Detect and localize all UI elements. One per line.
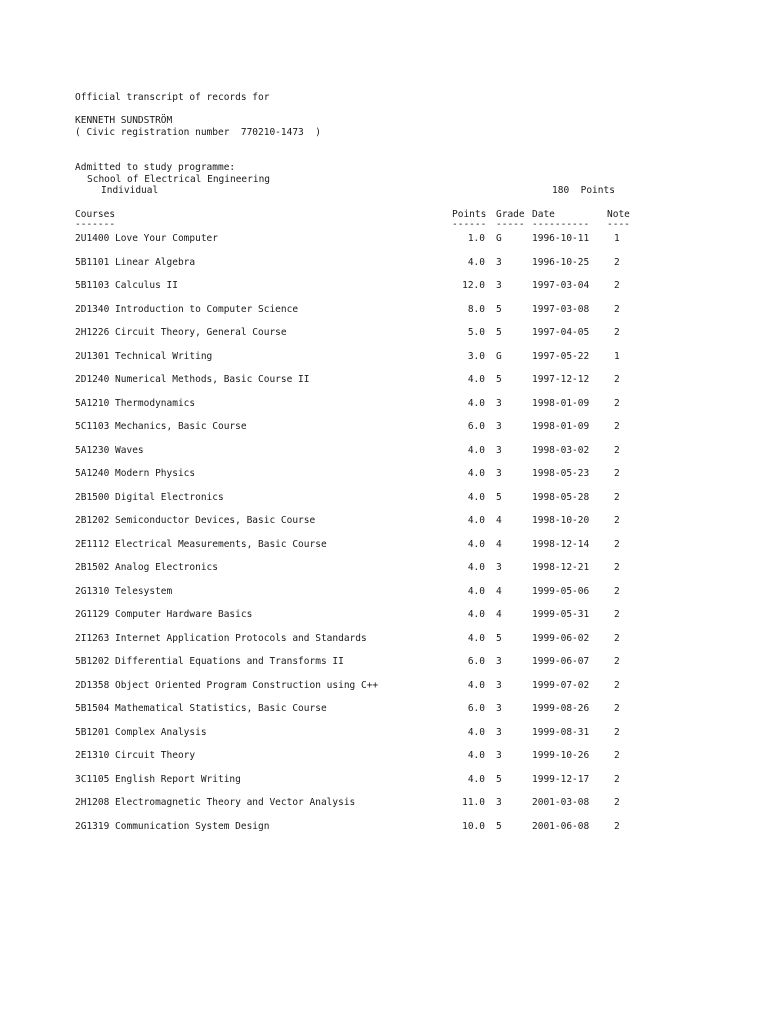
date-cell: 1999-05-31 — [532, 609, 590, 620]
points-cell: 4.0 — [467, 679, 485, 691]
points-cell: 11.0 — [462, 797, 485, 808]
points-cell: 4.0 — [467, 515, 485, 526]
note-cell: 2 — [614, 797, 620, 808]
course-cell: 5B1201 Complex Analysis — [75, 726, 207, 738]
table-row — [0, 821, 768, 833]
date-cell: 1996-10-25 — [532, 256, 590, 268]
points-cell: 6.0 — [467, 421, 485, 432]
header-date: Date — [532, 209, 555, 220]
table-row — [0, 374, 768, 386]
points-cell: 4.0 — [467, 562, 485, 573]
date-cell: 1998-12-14 — [532, 538, 590, 550]
table-row — [0, 586, 768, 598]
course-cell: 2U1400 Love Your Computer — [75, 233, 218, 244]
points-cell: 8.0 — [467, 303, 485, 315]
underline-courses: ------- — [75, 219, 116, 230]
table-row — [0, 750, 768, 762]
date-cell: 1999-05-06 — [532, 585, 590, 597]
points-cell: 10.0 — [462, 820, 485, 832]
table-row — [0, 398, 768, 410]
table-row — [0, 468, 768, 480]
programme-label: Admitted to study programme: — [75, 162, 236, 173]
note-cell: 2 — [614, 562, 620, 573]
note-cell: 2 — [614, 374, 620, 385]
programme-school: School of Electrical Engineering — [87, 174, 271, 185]
course-cell: 2D1240 Numerical Methods, Basic Course II — [75, 374, 310, 385]
grade-cell: 3 — [496, 679, 502, 691]
header-courses: Courses — [75, 209, 116, 220]
points-cell: 4.0 — [467, 585, 485, 597]
note-cell: 2 — [614, 750, 620, 761]
note-cell: 2 — [614, 280, 620, 291]
date-cell: 1997-12-12 — [532, 374, 590, 385]
points-cell: 4.0 — [467, 726, 485, 738]
table-row — [0, 727, 768, 739]
note-cell: 2 — [614, 515, 620, 526]
note-cell: 2 — [614, 726, 620, 738]
underline-points: ------ — [452, 219, 487, 230]
grade-cell: 3 — [496, 750, 502, 761]
table-row — [0, 562, 768, 574]
course-cell: 5B1202 Differential Equations and Transforms II — [75, 656, 344, 667]
header-grade: Grade — [496, 209, 525, 220]
note-cell: 2 — [614, 256, 620, 268]
date-cell: 1997-03-08 — [532, 303, 590, 315]
grade-cell: 4 — [496, 585, 502, 597]
points-cell: 6.0 — [467, 656, 485, 667]
course-cell: 2B1502 Analog Electronics — [75, 562, 218, 573]
points-cell: 4.0 — [467, 256, 485, 268]
date-cell: 1999-12-17 — [532, 773, 590, 785]
date-cell: 1997-04-05 — [532, 327, 590, 338]
grade-cell: 3 — [496, 421, 502, 432]
table-row — [0, 774, 768, 786]
note-cell: 2 — [614, 609, 620, 620]
grade-cell: 3 — [496, 468, 502, 479]
table-row — [0, 233, 768, 245]
grade-cell: 5 — [496, 491, 502, 503]
grade-cell: 4 — [496, 515, 502, 526]
table-row — [0, 539, 768, 551]
underline-grade: ----- — [496, 219, 525, 230]
date-cell: 1998-03-02 — [532, 444, 590, 456]
course-cell: 2H1208 Electromagnetic Theory and Vector Analysis — [75, 797, 356, 808]
points-cell: 4.0 — [467, 609, 485, 620]
grade-cell: 5 — [496, 773, 502, 785]
programme-track: Individual — [101, 185, 159, 196]
course-cell: 3C1105 English Report Writing — [75, 773, 241, 785]
course-cell: 2D1358 Object Oriented Program Construction using C++ — [75, 679, 379, 691]
date-cell: 1999-10-26 — [532, 750, 590, 761]
points-cell: 12.0 — [462, 280, 485, 291]
grade-cell: 3 — [496, 256, 502, 268]
grade-cell: 3 — [496, 656, 502, 667]
course-cell: 2D1340 Introduction to Computer Science — [75, 303, 299, 315]
date-cell: 1997-05-22 — [532, 350, 590, 362]
note-cell: 2 — [614, 538, 620, 550]
note-cell: 2 — [614, 468, 620, 479]
course-cell: 2I1263 Internet Application Protocols and Standards — [75, 632, 367, 644]
course-cell: 2U1301 Technical Writing — [75, 350, 213, 362]
grade-cell: 5 — [496, 632, 502, 644]
course-cell: 2G1319 Communication System Design — [75, 820, 270, 832]
course-cell: 5A1240 Modern Physics — [75, 468, 196, 479]
points-cell: 5.0 — [467, 327, 485, 338]
table-row — [0, 257, 768, 269]
table-row — [0, 633, 768, 645]
transcript-title: Official transcript of records for — [75, 92, 270, 103]
points-cell: 4.0 — [467, 538, 485, 550]
date-cell: 2001-03-08 — [532, 797, 590, 808]
date-cell: 1999-08-26 — [532, 703, 590, 714]
grade-cell: 3 — [496, 797, 502, 808]
date-cell: 1997-03-04 — [532, 280, 590, 291]
date-cell: 1998-05-23 — [532, 468, 590, 479]
date-cell: 1998-12-21 — [532, 562, 590, 573]
grade-cell: 5 — [496, 303, 502, 315]
student-name: KENNETH SUNDSTRÖM — [75, 115, 173, 126]
date-cell: 1999-06-02 — [532, 632, 590, 644]
table-row — [0, 304, 768, 316]
underline-note: ---- — [607, 219, 630, 230]
course-cell: 5A1210 Thermodynamics — [75, 397, 196, 409]
table-row — [0, 492, 768, 504]
grade-cell: 3 — [496, 397, 502, 409]
note-cell: 2 — [614, 491, 620, 503]
header-note: Note — [607, 209, 630, 220]
grade-cell: 4 — [496, 538, 502, 550]
points-cell: 4.0 — [467, 397, 485, 409]
date-cell: 1998-01-09 — [532, 397, 590, 409]
date-cell: 1999-07-02 — [532, 679, 590, 691]
note-cell: 2 — [614, 773, 620, 785]
date-cell: 1996-10-11 — [532, 233, 590, 244]
grade-cell: 3 — [496, 562, 502, 573]
grade-cell: 3 — [496, 280, 502, 291]
table-row — [0, 797, 768, 809]
table-row — [0, 703, 768, 715]
course-cell: 5B1504 Mathematical Statistics, Basic Course — [75, 703, 327, 714]
grade-cell: 4 — [496, 609, 502, 620]
note-cell: 1 — [614, 233, 620, 244]
table-row — [0, 421, 768, 433]
note-cell: 2 — [614, 585, 620, 597]
date-cell: 1999-08-31 — [532, 726, 590, 738]
date-cell: 1998-05-28 — [532, 491, 590, 503]
grade-cell: 3 — [496, 444, 502, 456]
note-cell: 2 — [614, 656, 620, 667]
note-cell: 2 — [614, 303, 620, 315]
date-cell: 2001-06-08 — [532, 820, 590, 832]
points-cell: 6.0 — [467, 703, 485, 714]
course-cell: 2B1500 Digital Electronics — [75, 491, 224, 503]
note-cell: 2 — [614, 703, 620, 714]
course-cell: 2H1226 Circuit Theory, General Course — [75, 327, 287, 338]
table-row — [0, 445, 768, 457]
grade-cell: 5 — [496, 374, 502, 385]
table-row — [0, 515, 768, 527]
table-row — [0, 327, 768, 339]
note-cell: 2 — [614, 397, 620, 409]
points-cell: 4.0 — [467, 374, 485, 385]
course-cell: 5C1103 Mechanics, Basic Course — [75, 421, 247, 432]
table-row — [0, 280, 768, 292]
civic-registration: ( Civic registration number 770210-1473 ) — [75, 127, 321, 138]
grade-cell: 5 — [496, 820, 502, 832]
grade-cell: 5 — [496, 327, 502, 338]
note-cell: 2 — [614, 327, 620, 338]
grade-cell: G — [496, 350, 502, 362]
course-cell: 5A1230 Waves — [75, 444, 144, 456]
course-cell: 5B1103 Calculus II — [75, 280, 178, 291]
note-cell: 2 — [614, 421, 620, 432]
table-row — [0, 656, 768, 668]
note-cell: 2 — [614, 679, 620, 691]
date-cell: 1998-01-09 — [532, 421, 590, 432]
points-cell: 3.0 — [467, 350, 485, 362]
note-cell: 1 — [614, 350, 620, 362]
course-cell: 2E1112 Electrical Measurements, Basic Course — [75, 538, 327, 550]
table-row — [0, 680, 768, 692]
table-row — [0, 609, 768, 621]
points-cell: 4.0 — [467, 468, 485, 479]
date-cell: 1999-06-07 — [532, 656, 590, 667]
points-cell: 4.0 — [467, 491, 485, 503]
grade-cell: 3 — [496, 703, 502, 714]
points-cell: 4.0 — [467, 750, 485, 761]
table-header-underline-row — [0, 219, 768, 231]
table-row — [0, 351, 768, 363]
points-cell: 4.0 — [467, 773, 485, 785]
note-cell: 2 — [614, 444, 620, 456]
programme-total-points: 180 Points — [552, 185, 615, 196]
points-cell: 4.0 — [467, 444, 485, 456]
underline-date: ---------- — [532, 219, 590, 230]
note-cell: 2 — [614, 820, 620, 832]
points-cell: 4.0 — [467, 632, 485, 644]
course-cell: 2E1310 Circuit Theory — [75, 750, 196, 761]
course-cell: 5B1101 Linear Algebra — [75, 256, 196, 268]
header-points: Points — [452, 209, 487, 220]
course-cell: 2G1310 Telesystem — [75, 585, 173, 597]
grade-cell: 3 — [496, 726, 502, 738]
course-cell: 2B1202 Semiconductor Devices, Basic Course — [75, 515, 316, 526]
date-cell: 1998-10-20 — [532, 515, 590, 526]
note-cell: 2 — [614, 632, 620, 644]
grade-cell: G — [496, 233, 502, 244]
course-cell: 2G1129 Computer Hardware Basics — [75, 609, 253, 620]
points-cell: 1.0 — [467, 233, 485, 244]
